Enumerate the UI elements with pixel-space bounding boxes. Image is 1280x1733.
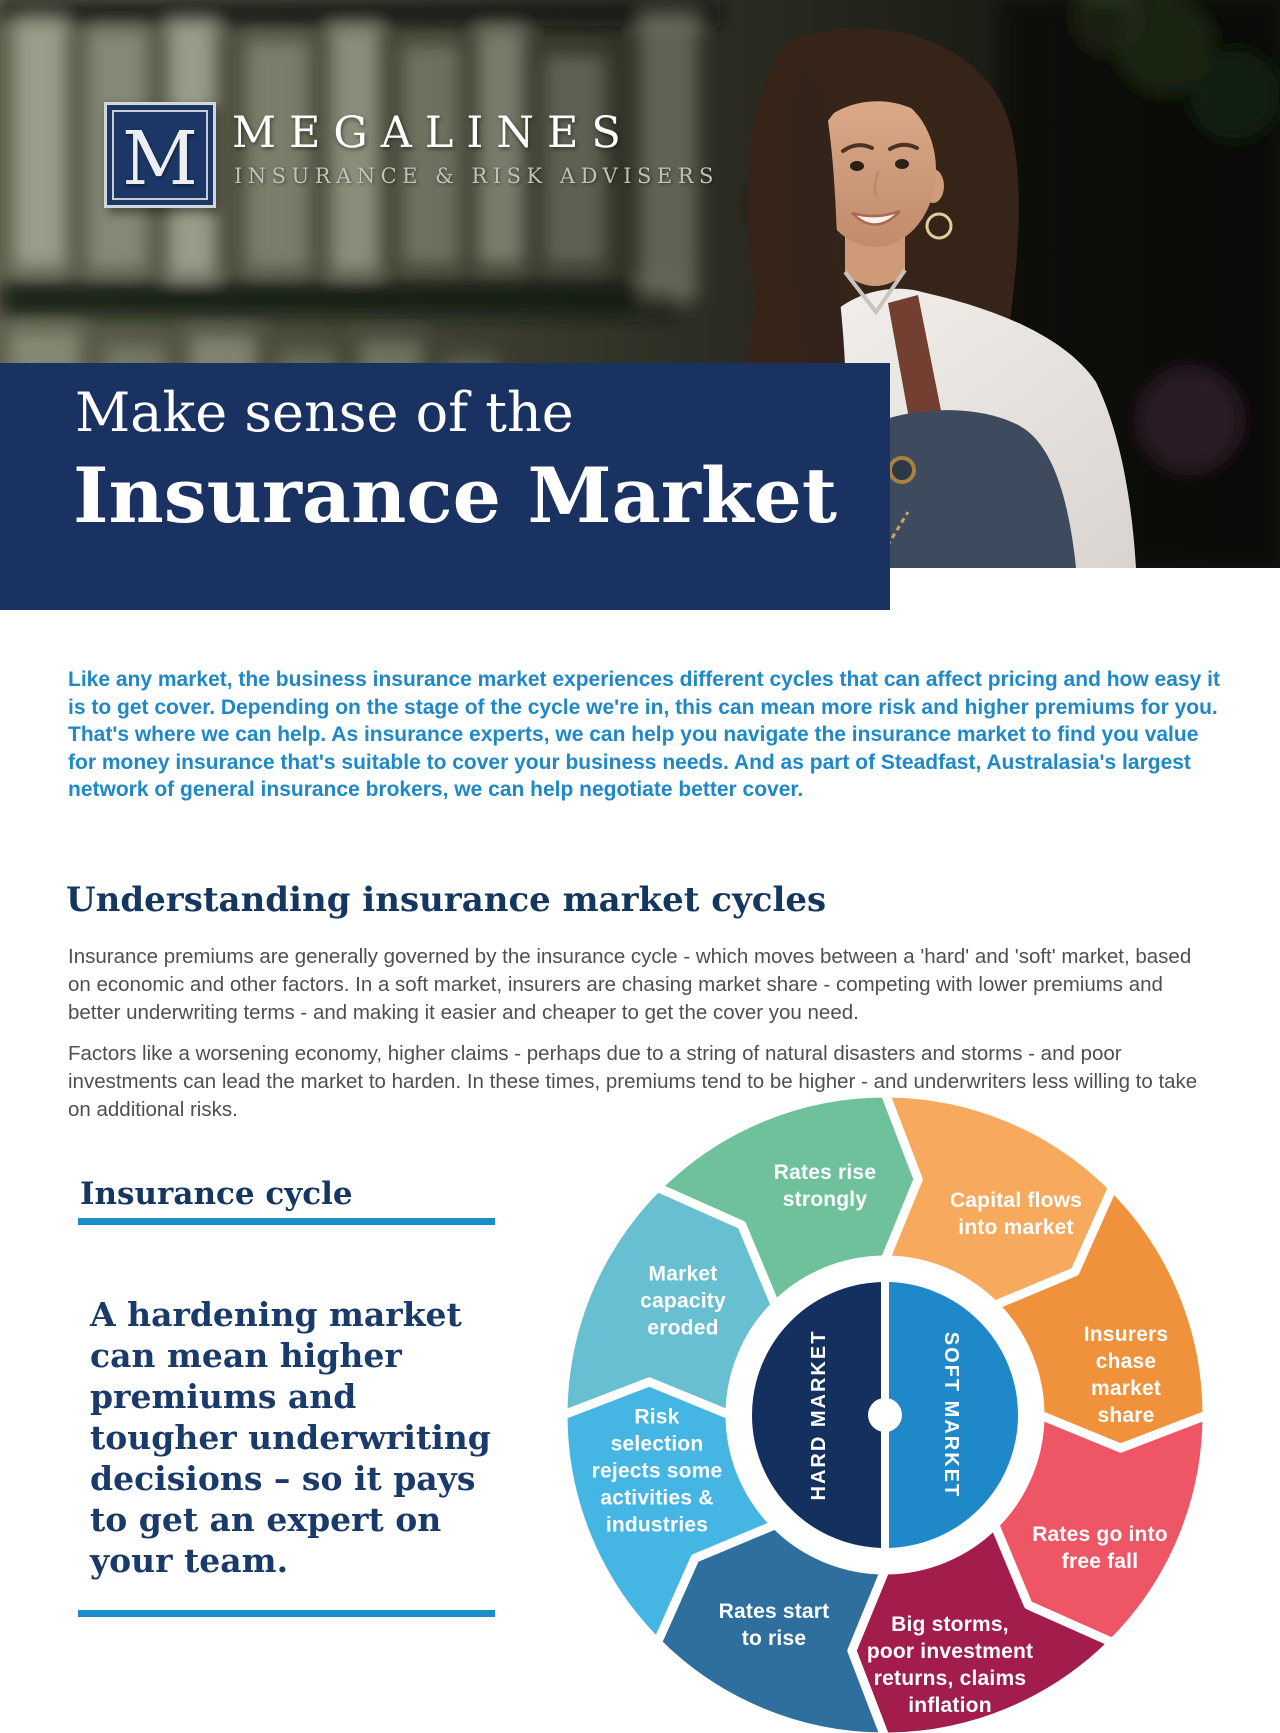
insurance-cycle-diagram [495, 1035, 1280, 1733]
title-banner [0, 363, 890, 610]
accent-rule-bottom [78, 1610, 495, 1617]
wheel-hard-market-label: HARD MARKET [808, 1329, 830, 1501]
wheel-label-rates-free-fall: Rates go into free fall [1032, 1523, 1168, 1573]
wheel-center-dot [868, 1398, 902, 1432]
brand-name: MEGALINES [232, 108, 634, 158]
wheel-label-rates-rise-strongly: Rates rise strongly [773, 1161, 877, 1211]
accent-rule-top [78, 1218, 495, 1225]
cycle-heading: Insurance cycle [80, 1176, 353, 1212]
wheel-label-rates-start-rise: Rates start to rise [718, 1600, 830, 1650]
section-heading: Understanding insurance market cycles [66, 880, 827, 921]
intro-paragraph: Like any market, the business insurance market experiences different cycles that can affect pricing and how easy it is to get cover. Depending on the stage of the cycle we're in, this can mean more risk and higher premiums for you. That's where we can help. As insurance experts, we can help you navigate the insurance market to find you value for money insurance that's suitable to cover your business needs. And as part of Steadfast, Australasia's largest network of general insurance brokers, we can help negotiate better cover. [68, 668, 1220, 801]
wheel-label-market-capacity: Market capacity eroded [640, 1262, 726, 1340]
title-line-1: Make sense of the [75, 381, 574, 444]
pull-quote: A hardening market can mean higher premiums and tougher underwriting decisions – so it pays to get an expert on your team. [90, 1295, 491, 1580]
wheel-label-insurers-chase: Insurers chase market share [1083, 1323, 1169, 1427]
wheel-label-capital-flows: Capital flows into market [949, 1189, 1083, 1239]
wheel-soft-market-label: SOFT MARKET [940, 1331, 962, 1499]
wheel-label-big-storms: Big storms, poor investment returns, claims inflation [866, 1613, 1034, 1717]
logo-letter: M [122, 116, 198, 202]
company-logo [104, 102, 216, 208]
wheel-label-risk-selection: Risk selection rejects some activities & industries [591, 1405, 723, 1537]
brand-tagline: INSURANCE & RISK ADVISERS [234, 164, 719, 188]
section-paragraph-1: Insurance premiums are generally governed by the insurance cycle - which moves between a 'hard' and 'soft' market, based on economic and other factors. In a soft market, insurers are chasing market share - competing with lower premiums and better underwriting terms - and making it easier and cheaper to get the cover you need. [68, 944, 1192, 1024]
insurance-cycle-wheel [495, 1035, 1280, 1733]
section-paragraph-2: Factors like a worsening economy, higher claims - perhaps due to a string of natural disasters and storms - and poor investments can lead the market to harden. In these times, premiums tend to be higher - and underwriters less willing to take on additional risks. [68, 1041, 1198, 1121]
title-line-2: Insurance Market [73, 451, 838, 540]
